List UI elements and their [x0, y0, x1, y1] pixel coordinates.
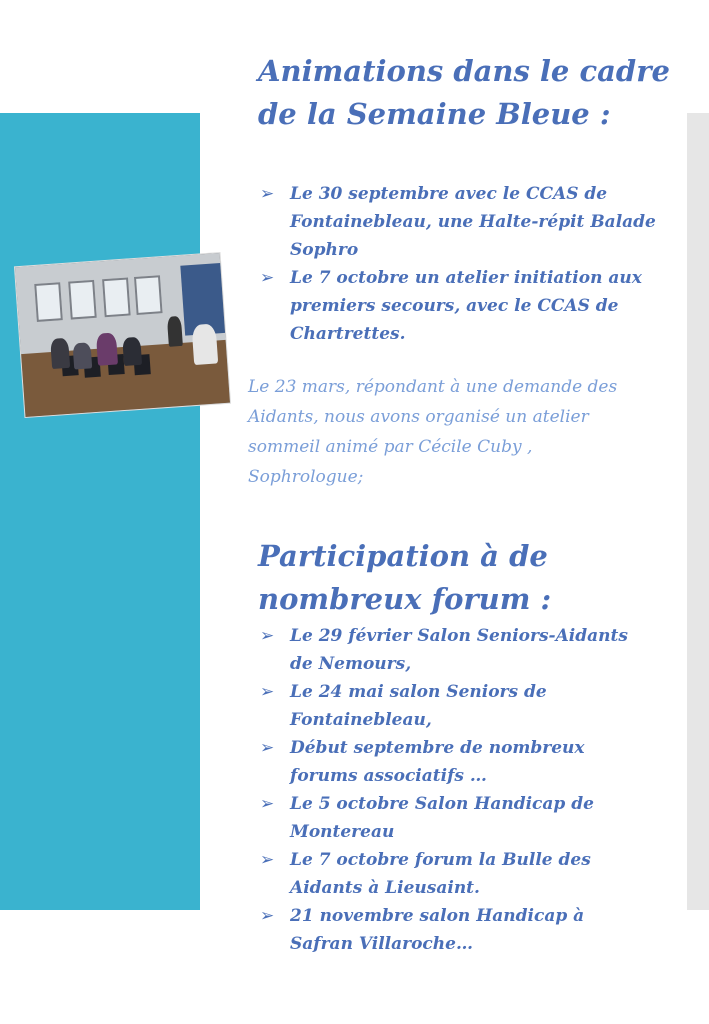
arrow-bullet-icon: ➢: [260, 850, 275, 870]
grey-side-panel: [687, 113, 709, 910]
teal-side-panel: [0, 113, 200, 910]
arrow-bullet-icon: ➢: [260, 794, 275, 814]
forums-list: [260, 622, 645, 958]
arrow-bullet-icon: ➢: [260, 184, 275, 204]
arrow-bullet-icon: ➢: [260, 682, 275, 702]
arrow-bullet-icon: ➢: [260, 906, 275, 926]
workshop-photo: [15, 253, 230, 417]
arrow-bullet-icon: ➢: [260, 626, 275, 646]
list-item: ➢ Début septembre de nombreux forums associatifs …: [260, 734, 645, 790]
semaine-bleue-heading: Animations dans le cadre de la Semaine Bleue :: [258, 54, 670, 131]
list-item: ➢ Le 30 septembre avec le CCAS de Fontainebleau, une Halte-répit Balade Sophro: [260, 180, 660, 264]
list-item: ➢ Le 5 octobre Salon Handicap de Montereau: [260, 790, 645, 846]
list-item: ➢ Le 29 février Salon Seniors-Aidants de Nemours,: [260, 622, 645, 678]
forums-heading: Participation à de nombreux forum :: [258, 539, 552, 616]
arrow-bullet-icon: ➢: [260, 268, 275, 288]
list-item: ➢ Le 7 octobre forum la Bulle des Aidants à Lieusaint.: [260, 846, 645, 902]
sleep-workshop-paragraph: Le 23 mars, répondant à une demande des Aidants, nous avons organisé un atelier sommeil animé par Cécile Cuby , Sophrologue;: [248, 377, 618, 487]
semaine-bleue-list: [260, 180, 660, 348]
arrow-bullet-icon: ➢: [260, 738, 275, 758]
list-item: ➢ Le 7 octobre un atelier initiation aux premiers secours, avec le CCAS de Chartrettes.: [260, 264, 660, 348]
list-item: ➢ Le 24 mai salon Seniors de Fontainebleau,: [260, 678, 645, 734]
list-item: ➢ 21 novembre salon Handicap à Safran Villaroche…: [260, 902, 645, 958]
